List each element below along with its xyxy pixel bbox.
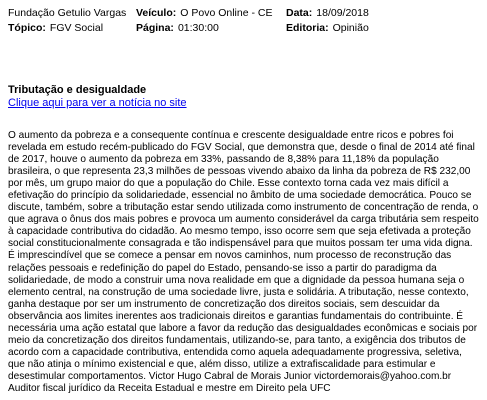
- source-label: Fundação Getulio Vargas: [8, 7, 127, 19]
- page-key: Página:: [136, 22, 174, 34]
- vehicle-key: Veículo:: [136, 7, 177, 19]
- vehicle-value: O Povo Online - CE: [180, 7, 273, 19]
- metadata-header: [8, 6, 369, 36]
- topic-value: FGV Social: [49, 22, 104, 34]
- article-title: Tributação e desigualdade: [8, 84, 147, 96]
- view-news-link[interactable]: Clique aqui para ver a notícia no site: [8, 97, 187, 109]
- metadata-row-2: [8, 21, 369, 36]
- date-value: 18/09/2018: [316, 7, 369, 19]
- page-value: 01:30:00: [177, 22, 219, 34]
- topic-key: Tópico:: [8, 22, 46, 34]
- metadata-row-1: [8, 6, 369, 21]
- section-value: Opinião: [332, 22, 369, 34]
- article-body: O aumento da pobreza e a consequente contínua e crescente desigualdade entre ricos e pobres foi revelada em estudo recém-publicado do FGV Social, que demonstra que, desde o final de 2014 até final de 2017, houve o aumento da pobreza em 33%, passando de 8,38% para 11,18% da população brasileira, o que representa 23,3 milhões de pessoas vivendo abaixo da linha da pobreza de R$ 232,00 por mês, um grupo maior do que a população do Chile. Esse contexto torna cada vez mais difícil a efetivação do princípio da solidariedade, essencial no âmbito de uma sociedade democrática. Pouco se discute, também, sobre a tributação estar sendo utilizada como instrumento de concentração de renda, o que agrava o ônus dos mais pobres e provoca um aumento considerável da carga tributária sem respeito à capacidade contributiva do cidadão. Ao mesmo tempo, isso ocorre sem que seja efetivada a proteção social constitucionalmente consagrada e tão indispensável para que muitos possam ter uma vida digna. É imprescindível que se comece a pensar em novos caminhos, num processo de reconstrução das relações pessoais e redefinição do papel do Estado, pensando-se isso a partir do paradigma da solidariedade, de modo a construir uma nova realidade em que a dignidade da pessoa humana seja o elemento central, na construção de uma sociedade livre, justa e solidária. A tributação, nesse contexto, ganha destaque por ser um instrumento de concretização dos direitos sociais, sem descuidar da observância aos limites inerentes aos tradicionais direitos e garantias fundamentais do contribuinte. É necessária uma ação estatal que labore a favor da redução das desigualdades econômicas e sociais por meio da concretização dos direitos fundamentais, utilizando-se, para tanto, a exigência dos tributos de acordo com a capacidade contributiva, entendida como aquela adequadamente progressiva, seletiva, que não atinja o mínimo existencial e que, além disso, utilize a extrafiscalidade para estimular e desestimular comportamentos. Victor Hugo Cabral de Morais Junior victordemorais@yahoo.com.br Auditor fiscal jurídico da Receita Estadual e mestre em Direito pela UFC: [8, 130, 479, 394]
- date-key: Data:: [286, 7, 313, 19]
- section-key: Editoria:: [286, 22, 329, 34]
